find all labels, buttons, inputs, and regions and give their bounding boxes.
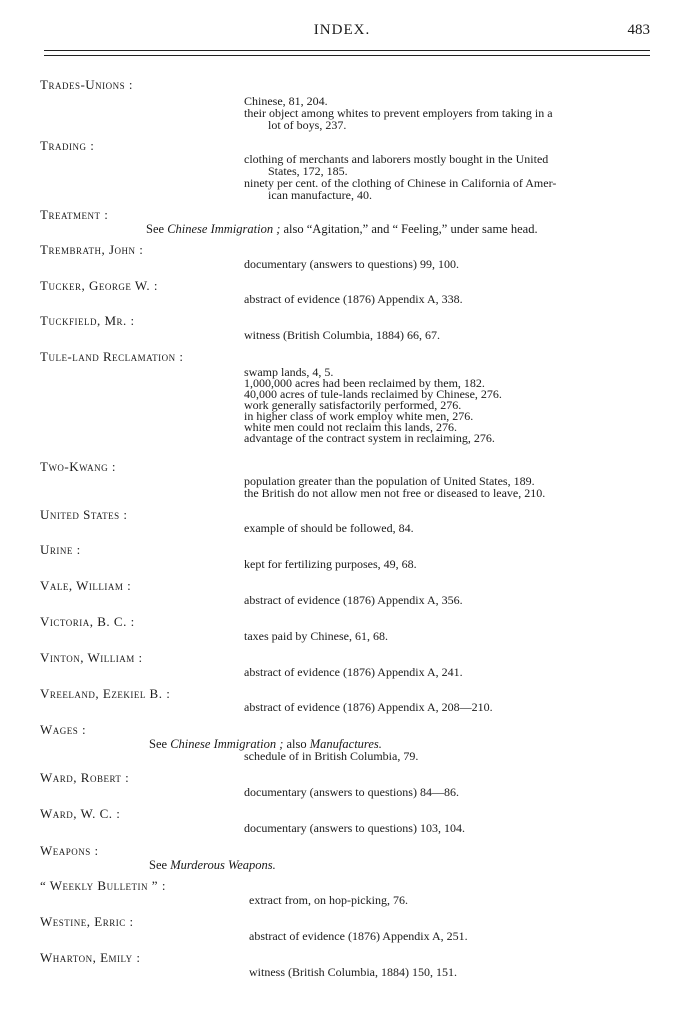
index-heading: Tule-land Reclamation :: [40, 349, 184, 364]
index-subentry: abstract of evidence (1876) Appendix A, 241.: [244, 665, 463, 679]
index-heading: Ward, Robert :: [40, 770, 130, 785]
index-subentry: abstract of evidence (1876) Appendix A, 356.: [244, 593, 463, 607]
index-heading: Trembrath, John :: [40, 242, 144, 257]
index-subentry: extract from, on hop-picking, 76.: [249, 893, 408, 907]
index-subentries: [244, 258, 654, 270]
index-heading: Two-Kwang :: [40, 459, 117, 474]
index-subentry: kept for fertilizing purposes, 49, 68.: [244, 557, 417, 571]
index-subentries: [244, 293, 654, 305]
index-heading: Westine, Erric :: [40, 914, 134, 929]
index-heading: Vreeland, Ezekiel B. :: [40, 686, 171, 701]
index-subentry: documentary (answers to questions) 103, 104.: [244, 821, 465, 835]
index-subentry: States, 172, 185.: [268, 164, 348, 178]
index-subentries: [249, 966, 659, 978]
index-heading: Trades-Unions :: [40, 77, 134, 92]
index-heading: Urine :: [40, 542, 81, 557]
index-subentry: abstract of evidence (1876) Appendix A, 208—210.: [244, 700, 493, 714]
index-subentry: 40,000 acres of tule-lands reclaimed by Chinese, 276.: [244, 387, 502, 401]
index-subentry: taxes paid by Chinese, 61, 68.: [244, 629, 388, 643]
index-subentries: [244, 630, 654, 642]
index-subentries: [244, 367, 654, 444]
index-subentry: white men could not reclaim this lands, 276.: [244, 420, 457, 434]
index-subentry: work generally satisfactorily performed, 276.: [244, 398, 462, 412]
see-prefix: See: [146, 222, 165, 236]
index-heading: Vinton, William :: [40, 650, 143, 665]
index-subentries: [244, 750, 654, 762]
see-prefix: See: [149, 737, 168, 751]
index-subentry: Chinese, 81, 204.: [244, 94, 328, 108]
index-subentry: in higher class of work employ white men, 276.: [244, 409, 474, 423]
index-subentry: 1,000,000 acres had been reclaimed by them, 182.: [244, 376, 485, 390]
index-subentry: ninety per cent. of the clothing of Chinese in California of Amer-: [244, 176, 557, 190]
index-subentries: [244, 522, 654, 534]
index-subentries: [244, 594, 654, 606]
index-heading: Weapons :: [40, 843, 99, 858]
index-subentry: witness (British Columbia, 1884) 66, 67.: [244, 328, 440, 342]
index-subentry: ican manufacture, 40.: [268, 188, 372, 202]
index-subentries: [244, 701, 654, 713]
see-reference: [146, 222, 538, 237]
index-heading: Tuckfield, Mr. :: [40, 313, 135, 328]
index-subentries: [244, 329, 654, 341]
index-subentries: [244, 153, 654, 201]
index-heading: Treatment :: [40, 207, 109, 222]
index-subentry: lot of boys, 237.: [268, 118, 347, 132]
page-number: 483: [627, 22, 650, 38]
see-target: Chinese Immigration ;: [167, 222, 281, 236]
index-subentries: [244, 558, 654, 570]
index-subentry: the British do not allow men not free or diseased to leave, 210.: [244, 486, 546, 500]
index-subentry: their object among whites to prevent employers from taking in a: [244, 106, 553, 120]
index-subentry: witness (British Columbia, 1884) 150, 151.: [249, 965, 457, 979]
see-target: Murderous Weapons.: [170, 858, 276, 872]
index-subentry: advantage of the contract system in reclaiming, 276.: [244, 431, 495, 445]
see-target: Manufactures.: [309, 737, 382, 751]
see-suffix: also: [286, 737, 307, 751]
see-target: Chinese Immigration ;: [170, 737, 284, 751]
index-subentry: swamp lands, 4, 5.: [244, 365, 334, 379]
see-suffix: also “Agitation,” and “ Feeling,” under same head.: [283, 222, 538, 236]
index-heading: Trading :: [40, 138, 95, 153]
index-heading: Ward, W. C. :: [40, 806, 121, 821]
index-subentry: abstract of evidence (1876) Appendix A, 338.: [244, 292, 463, 306]
index-subentry: population greater than the population of United States, 189.: [244, 474, 535, 488]
index-heading: Wharton, Emily :: [40, 950, 141, 965]
index-subentry: example of should be followed, 84.: [244, 521, 414, 535]
index-heading: Victoria, B. C. :: [40, 614, 135, 629]
index-subentries: [244, 822, 654, 834]
index-subentry: schedule of in British Columbia, 79.: [244, 749, 419, 763]
index-subentries: [244, 95, 654, 131]
index-heading: Wages :: [40, 722, 87, 737]
see-reference: [149, 858, 276, 873]
index-subentry: documentary (answers to questions) 84—86.: [244, 785, 459, 799]
index-subentries: [249, 930, 659, 942]
index-subentries: [244, 475, 654, 499]
see-prefix: See: [149, 858, 168, 872]
index-subentries: [244, 786, 654, 798]
index-subentry: abstract of evidence (1876) Appendix A, 251.: [249, 929, 468, 943]
index-subentry: clothing of merchants and laborers mostly bought in the United: [244, 152, 549, 166]
page-title: INDEX.: [313, 22, 371, 38]
index-subentries: [249, 894, 659, 906]
index-heading: United States :: [40, 507, 128, 522]
index-heading: Vale, William :: [40, 578, 132, 593]
index-heading: Tucker, George W. :: [40, 278, 159, 293]
index-subentries: [244, 666, 654, 678]
index-heading: “ Weekly Bulletin ” :: [40, 878, 166, 893]
index-subentry: documentary (answers to questions) 99, 100.: [244, 257, 459, 271]
